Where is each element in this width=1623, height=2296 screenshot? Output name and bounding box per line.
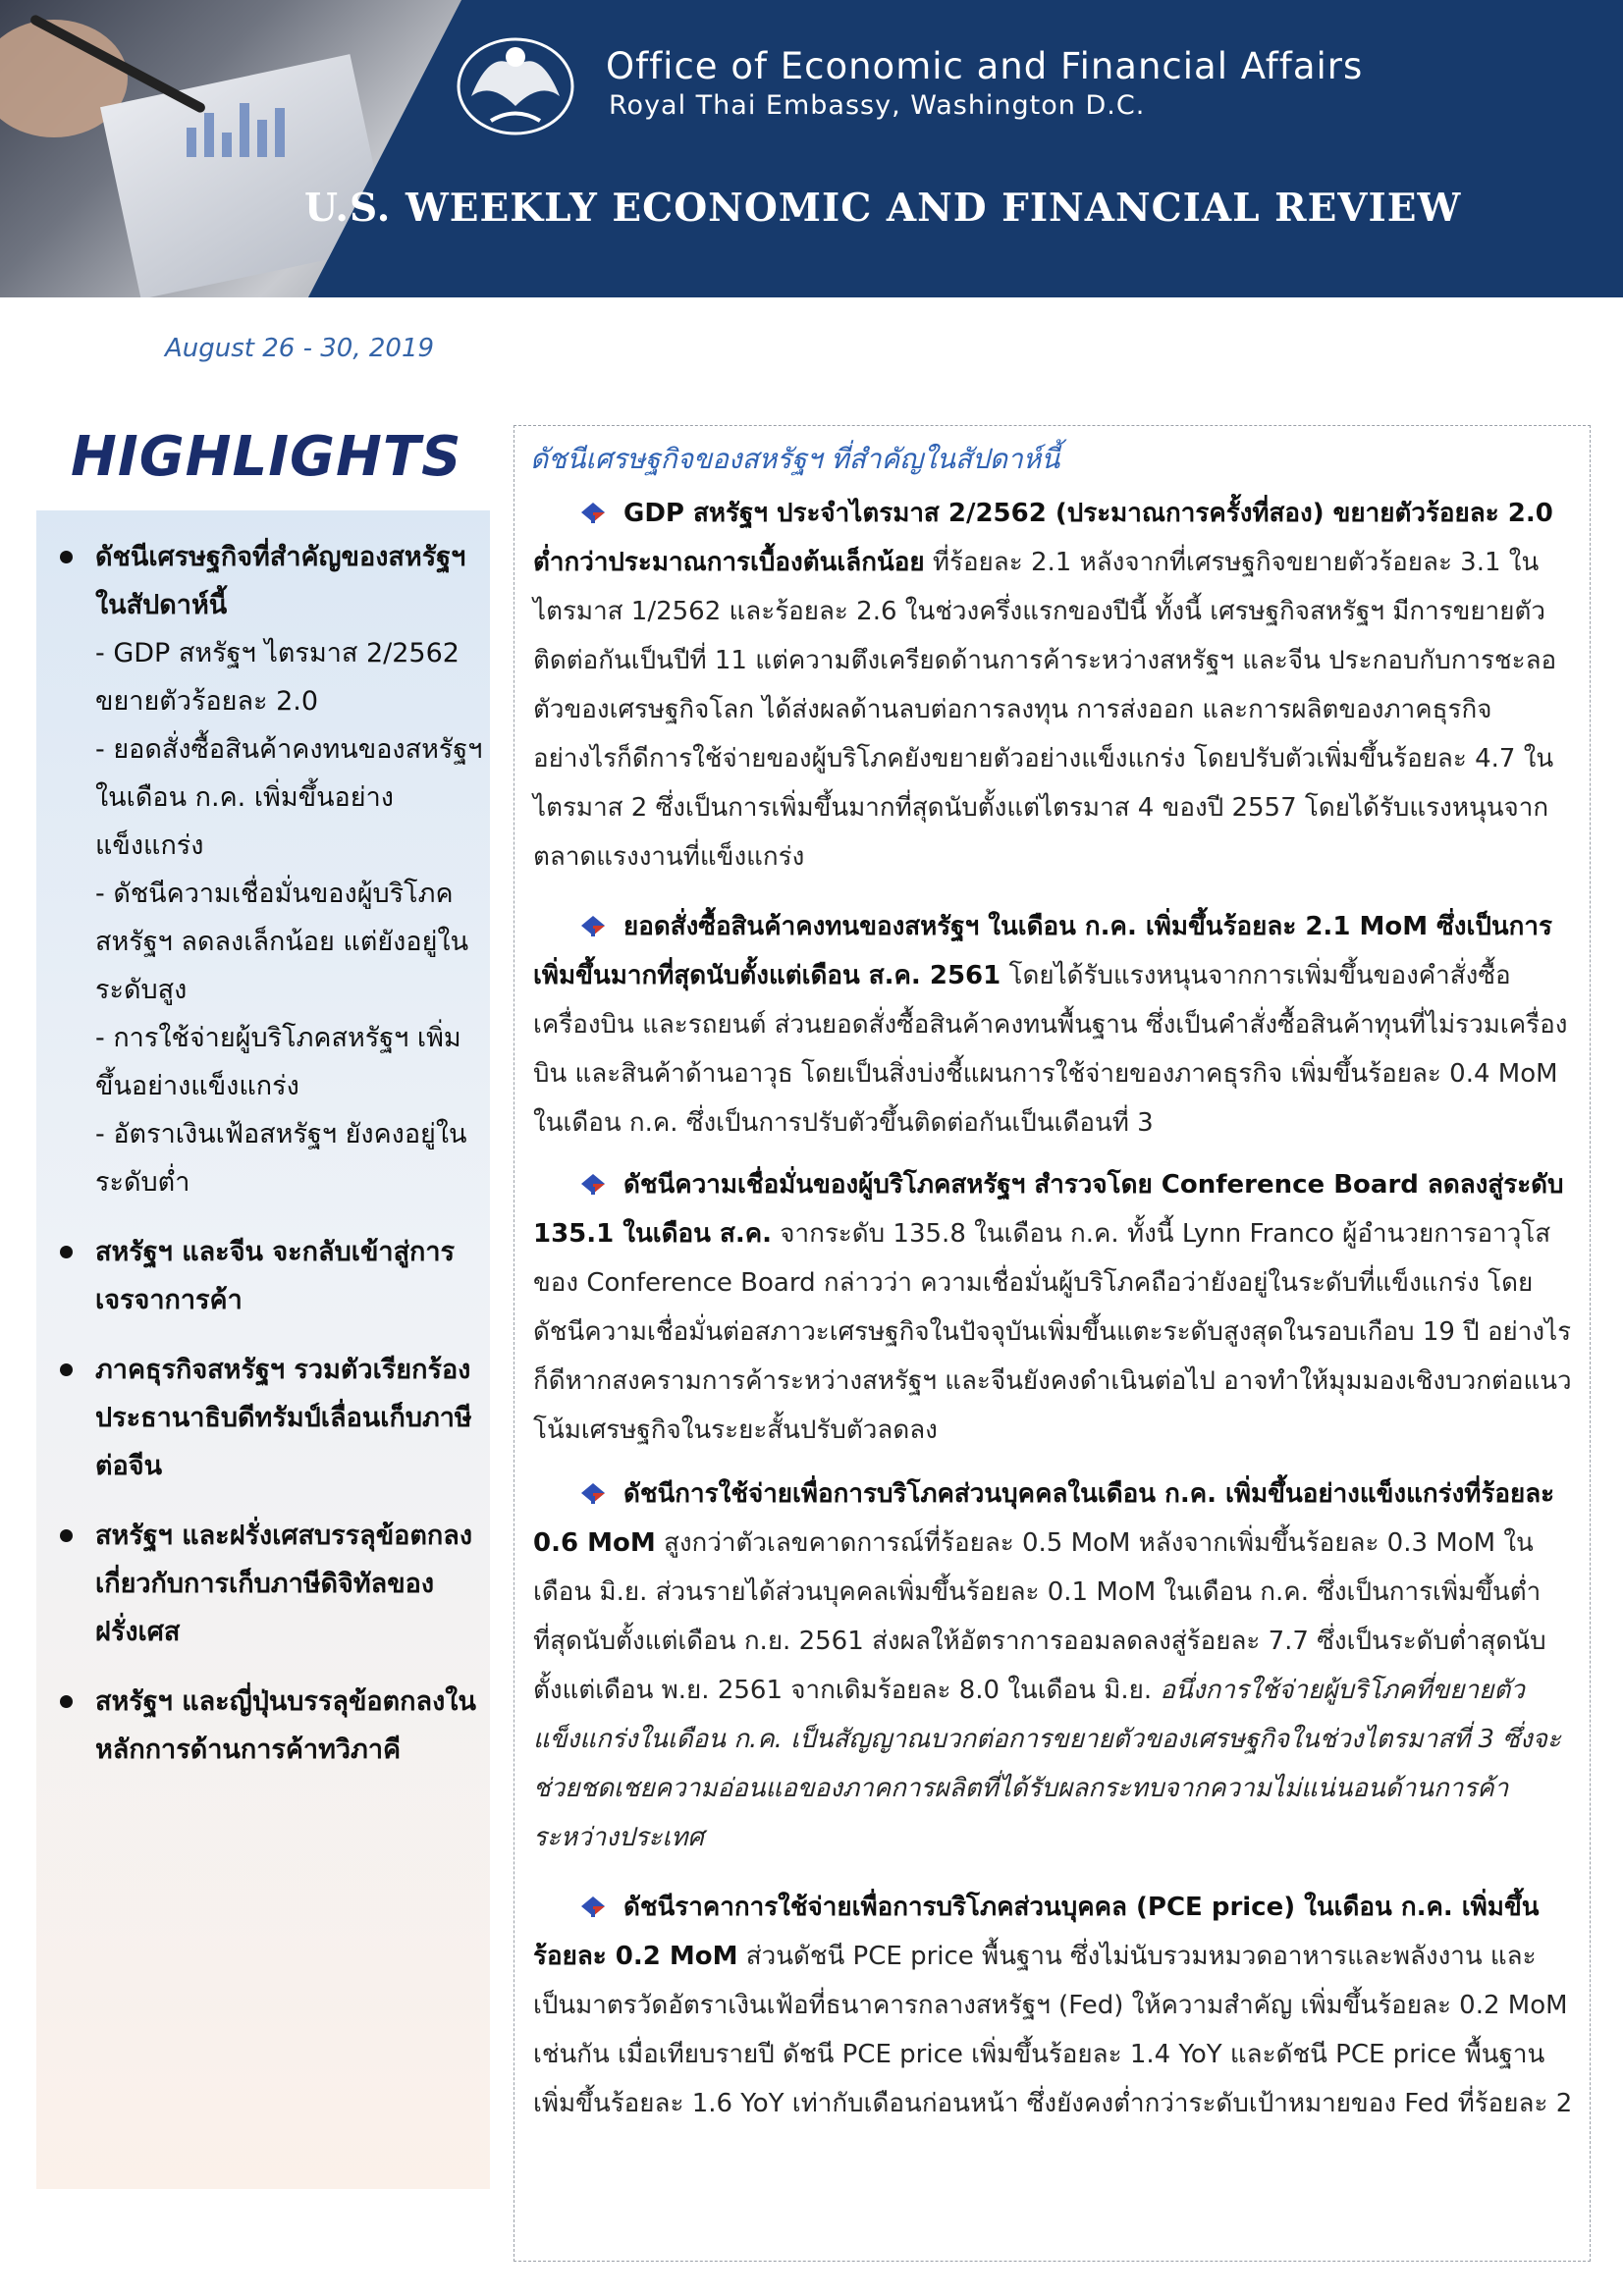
highlight-main: สหรัฐฯ และจีน จะกลับเข้าสู่การเจรจาการค้า — [95, 1237, 456, 1315]
highlight-main: สหรัฐฯ และญี่ปุ่นบรรลุข้อตกลงในหลักการด้านการค้าทวิภาคี — [95, 1686, 476, 1765]
highlight-item — [54, 1228, 486, 1324]
bullet-icon — [60, 1695, 73, 1708]
date-range: August 26 - 30, 2019 — [165, 334, 435, 363]
highlight-sub: - ดัชนีความเชื่อมั่นของผู้บริโภคสหรัฐฯ ลดลงเล็กน้อย แต่ยังอยู่ในระดับสูง — [95, 879, 469, 1005]
paragraph-text: ส่วนดัชนี PCE price พื้นฐาน ซึ่งไม่นับรวมหมวดอาหารและพลังงาน และเป็นมาตรวัดอัตราเงินเฟ้อที่ธนาคารกลางสหรัฐฯ (Fed) ให้ความสำคัญ เพิ่มขึ้นร้อยละ 0.2 MoM เช่นกัน เมื่อเทียบรายปี ดัชนี PCE price เพิ่มขึ้นร้อยละ 1.4 YoY และดัชนี PCE price พื้นฐาน เพิ่มขึ้นร้อยละ 1.6 YoY เท่ากับเดือนก่อนหน้า ซึ่งยังคงต่ำกว่าระดับเป้าหมายของ Fed ที่ร้อยละ 2 — [533, 1942, 1573, 2118]
header-photo — [0, 0, 471, 297]
paragraph-consumer-confidence — [533, 1160, 1574, 1455]
highlight-sub: - การใช้จ่ายผู้บริโภคสหรัฐฯ เพิ่มขึ้นอย่างแข็งแกร่ง — [95, 1023, 461, 1101]
paragraph-pce-price — [533, 1883, 1574, 2128]
highlight-main: ดัชนีเศรษฐกิจที่สำคัญของสหรัฐฯ ในสัปดาห์นี้ — [95, 542, 466, 620]
paragraph-text: สูงกว่าตัวเลขคาดการณ์ที่ร้อยละ 0.5 MoM หลังจากเพิ่มขึ้นร้อยละ 0.3 MoM ในเดือน มิ.ย. ส่วนรายได้ส่วนบุคคลเพิ่มขึ้นร้อยละ 0.1 MoM ในเดือน ก.ค. ซึ่งเป็นการเพิ่มขึ้นต่ำที่สุดนับตั้งแต่เดือน ก.ย. 2561 ส่งผลให้อัตราการออมลดลงสู่ร้อยละ 7.7 ซึ่งเป็นระดับต่ำสุดนับตั้งแต่เดือน พ.ย. 2561 จากเดิมร้อยละ 8.0 ในเดือน มิ.ย. — [533, 1528, 1546, 1705]
paragraph-gdp — [533, 489, 1574, 881]
bullet-icon — [60, 1529, 73, 1542]
paragraph-consumption — [533, 1469, 1574, 1862]
paragraph-lead: ดัชนีราคาการใช้จ่ายเพื่อการบริโภคส่วนบุคคล (PCE price) ในเดือน ก.ค. เพิ่มขึ้นร้อยละ 0.2 MoM — [533, 1893, 1540, 1971]
page-header — [0, 0, 1623, 297]
bullet-icon — [60, 551, 73, 563]
highlight-item — [54, 1678, 486, 1774]
arrow-bullet-icon — [580, 915, 606, 936]
highlight-sub: - ยอดสั่งซื้อสินค้าคงทนของสหรัฐฯ ในเดือน ก.ค. เพิ่มขึ้นอย่างแข็งแกร่ง — [95, 734, 483, 861]
paragraph-text: ที่ร้อยละ 2.1 หลังจากที่เศรษฐกิจขยายตัวร้อยละ 3.1 ในไตรมาส 1/2562 และร้อยละ 2.6 ในช่วงครึ่งแรกของปีนี้ ทั้งนี้ เศรษฐกิจสหรัฐฯ มีการขยายตัวติดต่อกันเป็นปีที่ 11 แต่ความตึงเครียดด้านการค้าระหว่างสหรัฐฯ และจีน ประกอบกับการชะลอตัวของเศรษฐกิจโลก ได้ส่งผลด้านลบต่อการลงทุน การส่งออก และการผลิตของภาคธุรกิจ อย่างไรก็ดีการใช้จ่ายของผู้บริโภคยังขยายตัวอย่างแข็งแกร่ง โดยปรับตัวเพิ่มขึ้นร้อยละ 4.7 ในไตรมาส 2 ซึ่งเป็นการเพิ่มขึ้นมากที่สุดนับตั้งแต่ไตรมาส 4 ของปี 2557 โดยได้รับแรงหนุนจากตลาดแรงงานที่แข็งแกร่ง — [533, 548, 1557, 872]
highlights-title: HIGHLIGHTS — [71, 425, 462, 489]
arrow-bullet-icon — [580, 502, 606, 523]
org-name: Office of Economic and Financial Affairs — [606, 45, 1364, 87]
paragraph-durable-goods — [533, 902, 1574, 1148]
highlights-list — [54, 533, 486, 1795]
section-title: ดัชนีเศรษฐกิจของสหรัฐฯ ที่สำคัญในสัปดาห์นี้ — [530, 443, 1060, 475]
paragraph-lead: ดัชนีการใช้จ่ายเพื่อการบริโภคส่วนบุคคลในเดือน ก.ค. เพิ่มขึ้นอย่างแข็งแกร่งที่ร้อยละ 0.6 MoM — [533, 1479, 1555, 1558]
highlight-main: สหรัฐฯ และฝรั่งเศสบรรลุข้อตกลงเกี่ยวกับการเก็บภาษีดิจิทัลของฝรั่งเศส — [95, 1521, 473, 1647]
arrow-bullet-icon — [580, 1482, 606, 1504]
bullet-icon — [60, 1363, 73, 1376]
highlight-sub: - GDP สหรัฐฯ ไตรมาส 2/2562 ขยายตัวร้อยละ 2.0 — [95, 638, 460, 717]
report-title: U.S. WEEKLY ECONOMIC AND FINANCIAL REVIEW — [304, 186, 1462, 231]
paragraph-lead: ยอดสั่งซื้อสินค้าคงทนของสหรัฐฯ ในเดือน ก.ค. เพิ่มขึ้นร้อยละ 2.1 MoM ซึ่งเป็นการเพิ่มขึ้นมากที่สุดนับตั้งแต่เดือน ส.ค. 2561 — [533, 912, 1552, 990]
highlight-item — [54, 1346, 486, 1490]
paragraph-italic-note: อนึ่งการใช้จ่ายผู้บริโภคที่ขยายตัวแข็งแกร่งในเดือน ก.ค. เป็นสัญญาณบวกต่อการขยายตัวของเศรษฐกิจในช่วงไตรมาสที่ 3 ซึ่งจะช่วยชดเชยความอ่อนแอของภาคการผลิตที่ได้รับผลกระทบจากความไม่แน่นอนด้านการค้าระหว่างประเทศ — [533, 1676, 1561, 1852]
bullet-icon — [60, 1246, 73, 1258]
paragraph-text: โดยได้รับแรงหนุนจากการเพิ่มขึ้นของคำสั่งซื้อเครื่องบิน และรถยนต์ ส่วนยอดสั่งซื้อสินค้าคงทนพื้นฐาน ซึ่งเป็นคำสั่งซื้อสินค้าทุนที่ไม่รวมเครื่องบิน และสินค้าด้านอาวุธ โดยเป็นสิ่งบ่งชี้แผนการใช้จ่ายของภาคธุรกิจ เพิ่มขึ้นร้อยละ 0.4 MoM ในเดือน ก.ค. ซึ่งเป็นการปรับตัวขึ้นติดต่อกันเป็นเดือนที่ 3 — [533, 961, 1568, 1138]
paragraph-lead: GDP สหรัฐฯ ประจำไตรมาส 2/2562 (ประมาณการครั้งที่สอง) ขยายตัวร้อยละ 2.0 ต่ำกว่าประมาณการเบื้องต้นเล็กน้อย — [533, 499, 1553, 577]
garuda-emblem-icon — [452, 27, 579, 140]
arrow-bullet-icon — [580, 1173, 606, 1195]
embassy-name: Royal Thai Embassy, Washington D.C. — [609, 90, 1146, 121]
highlight-item — [54, 1512, 486, 1656]
arrow-bullet-icon — [580, 1896, 606, 1917]
paragraph-lead: ดัชนีความเชื่อมั่นของผู้บริโภคสหรัฐฯ สำรวจโดย Conference Board ลดลงสู่ระดับ 135.1 ในเดือน ส.ค. — [533, 1170, 1564, 1249]
highlight-item — [54, 533, 486, 1206]
highlight-main: ภาคธุรกิจสหรัฐฯ รวมตัวเรียกร้องประธานาธิบดีทรัมป์เลื่อนเก็บภาษีต่อจีน — [95, 1355, 472, 1481]
paragraph-text: จากระดับ 135.8 ในเดือน ก.ค. ทั้งนี้ Lynn Franco ผู้อำนวยการอาวุโสของ Conference Board กล่าวว่า ความเชื่อมั่นผู้บริโภคถือว่ายังอยู่ในระดับที่แข็งแกร่ง โดยดัชนีความเชื่อมั่นต่อสภาวะเศรษฐกิจในปัจจุบันเพิ่มขึ้นแตะระดับสูงสุดในรอบเกือบ 19 ปี อย่างไรก็ดีหากสงครามการค้าระหว่างสหรัฐฯ และจีนยังคงดำเนินต่อไป อาจทำให้มุมมองเชิงบวกต่อแนวโน้มเศรษฐกิจในระยะสั้นปรับตัวลดลง — [533, 1219, 1572, 1445]
highlight-sub: - อัตราเงินเฟ้อสหรัฐฯ ยังคงอยู่ในระดับต่ำ — [95, 1119, 467, 1198]
